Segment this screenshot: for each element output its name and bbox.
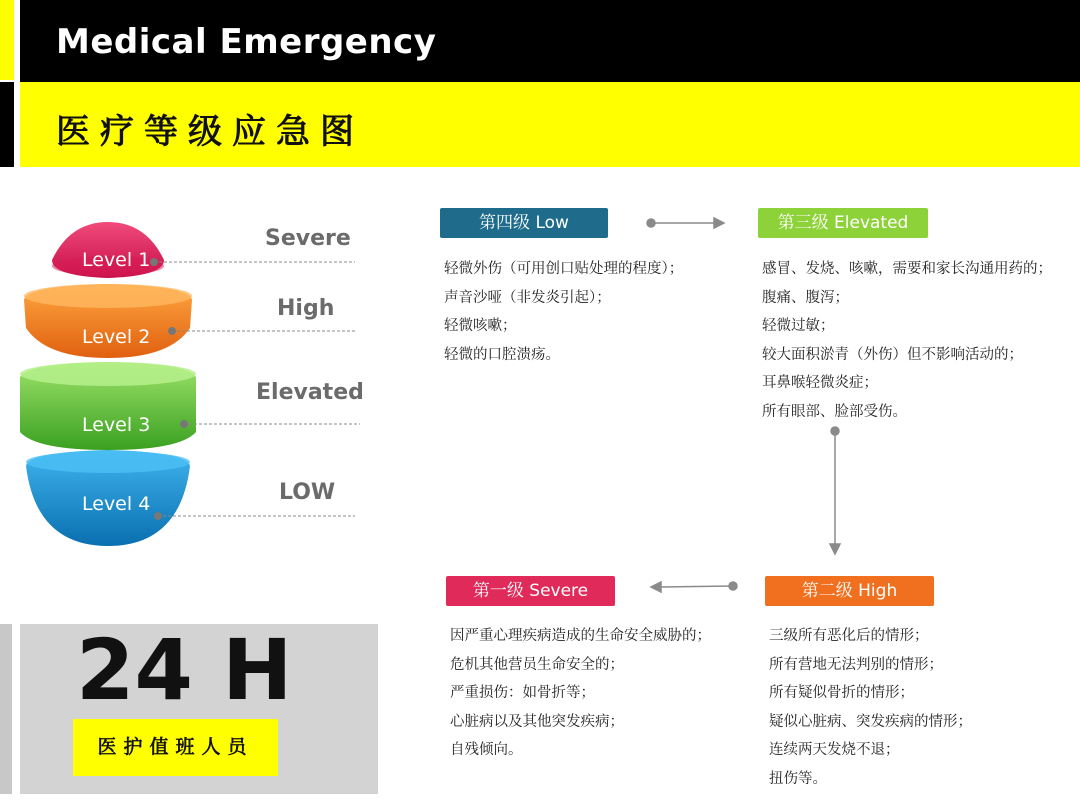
- arrow-elevated-to-high: [830, 427, 840, 554]
- list-item: 连续两天发烧不退；: [769, 742, 900, 759]
- list-item: 轻微的口腔溃疡。: [444, 346, 560, 363]
- list-item: 较大面积淤青（外伤）但不影响活动的；: [762, 346, 1023, 363]
- tag-level-3-elevated: 第三级 Elevated: [758, 208, 928, 238]
- left-accent-grey: [0, 624, 12, 794]
- list-item: 轻微外伤（可用创口贴处理的程度）；: [444, 261, 684, 277]
- level-2-label: Level 2: [82, 326, 151, 348]
- severity-label-severe: Severe: [265, 226, 351, 251]
- list-item: 轻微过敏；: [762, 318, 835, 335]
- level-1-label: Level 1: [82, 249, 151, 271]
- level-3-label: Level 3: [82, 414, 151, 436]
- arrow-high-to-severe: [651, 582, 737, 592]
- tag-level-1-severe: 第一级 Severe: [446, 576, 615, 606]
- arrow-low-to-elevated: [647, 218, 724, 228]
- list-item: 声音沙哑（非发炎引起）；: [444, 289, 611, 306]
- list-item: 自残倾向。: [450, 742, 523, 759]
- list-item: 所有疑似骨折的情形；: [769, 685, 914, 702]
- severity-label-low: LOW: [279, 480, 336, 505]
- list-item: 危机其他营员生命安全的；: [450, 656, 624, 673]
- tag-level-2-high: 第二级 High: [765, 576, 934, 606]
- list-item: 所有营地无法判别的情形；: [769, 656, 943, 673]
- severity-label-elevated: Elevated: [256, 380, 364, 405]
- list-level-4-low: [444, 255, 683, 369]
- list-item: 疑似心脏病、突发疾病的情形；: [769, 713, 972, 730]
- list-item: 感冒、发烧、咳嗽，需要和家长沟通用药的；: [762, 261, 1052, 277]
- list-item: 轻微咳嗽；: [444, 318, 517, 335]
- list-item: 耳鼻喉轻微炎症；: [762, 375, 878, 392]
- page-title-cn: 医疗等级应急图: [56, 112, 364, 152]
- duty-badge-label: 医护值班人员: [97, 736, 254, 758]
- list-level-2-high: [769, 622, 972, 794]
- list-item: 三级所有恶化后的情形；: [769, 628, 929, 644]
- list-item: 扭伤等。: [769, 770, 827, 787]
- duty-hours: 24 H: [76, 621, 293, 719]
- page-title-en: Medical Emergency: [56, 22, 437, 62]
- level-4-label: Level 4: [82, 493, 151, 515]
- list-level-1-severe: [450, 622, 711, 765]
- list-item: 因严重心理疾病造成的生命安全威胁的；: [450, 628, 711, 644]
- list-item: 所有眼部、脸部受伤。: [762, 403, 907, 420]
- tag-level-4-low: 第四级 Low: [440, 208, 608, 238]
- list-item: 严重损伤：如骨折等；: [450, 685, 595, 702]
- list-level-3-elevated: [762, 255, 1052, 427]
- severity-label-high: High: [277, 296, 335, 321]
- list-item: 心脏病以及其他突发疾病；: [450, 713, 624, 730]
- list-item: 腹痛、腹泻；: [762, 289, 849, 306]
